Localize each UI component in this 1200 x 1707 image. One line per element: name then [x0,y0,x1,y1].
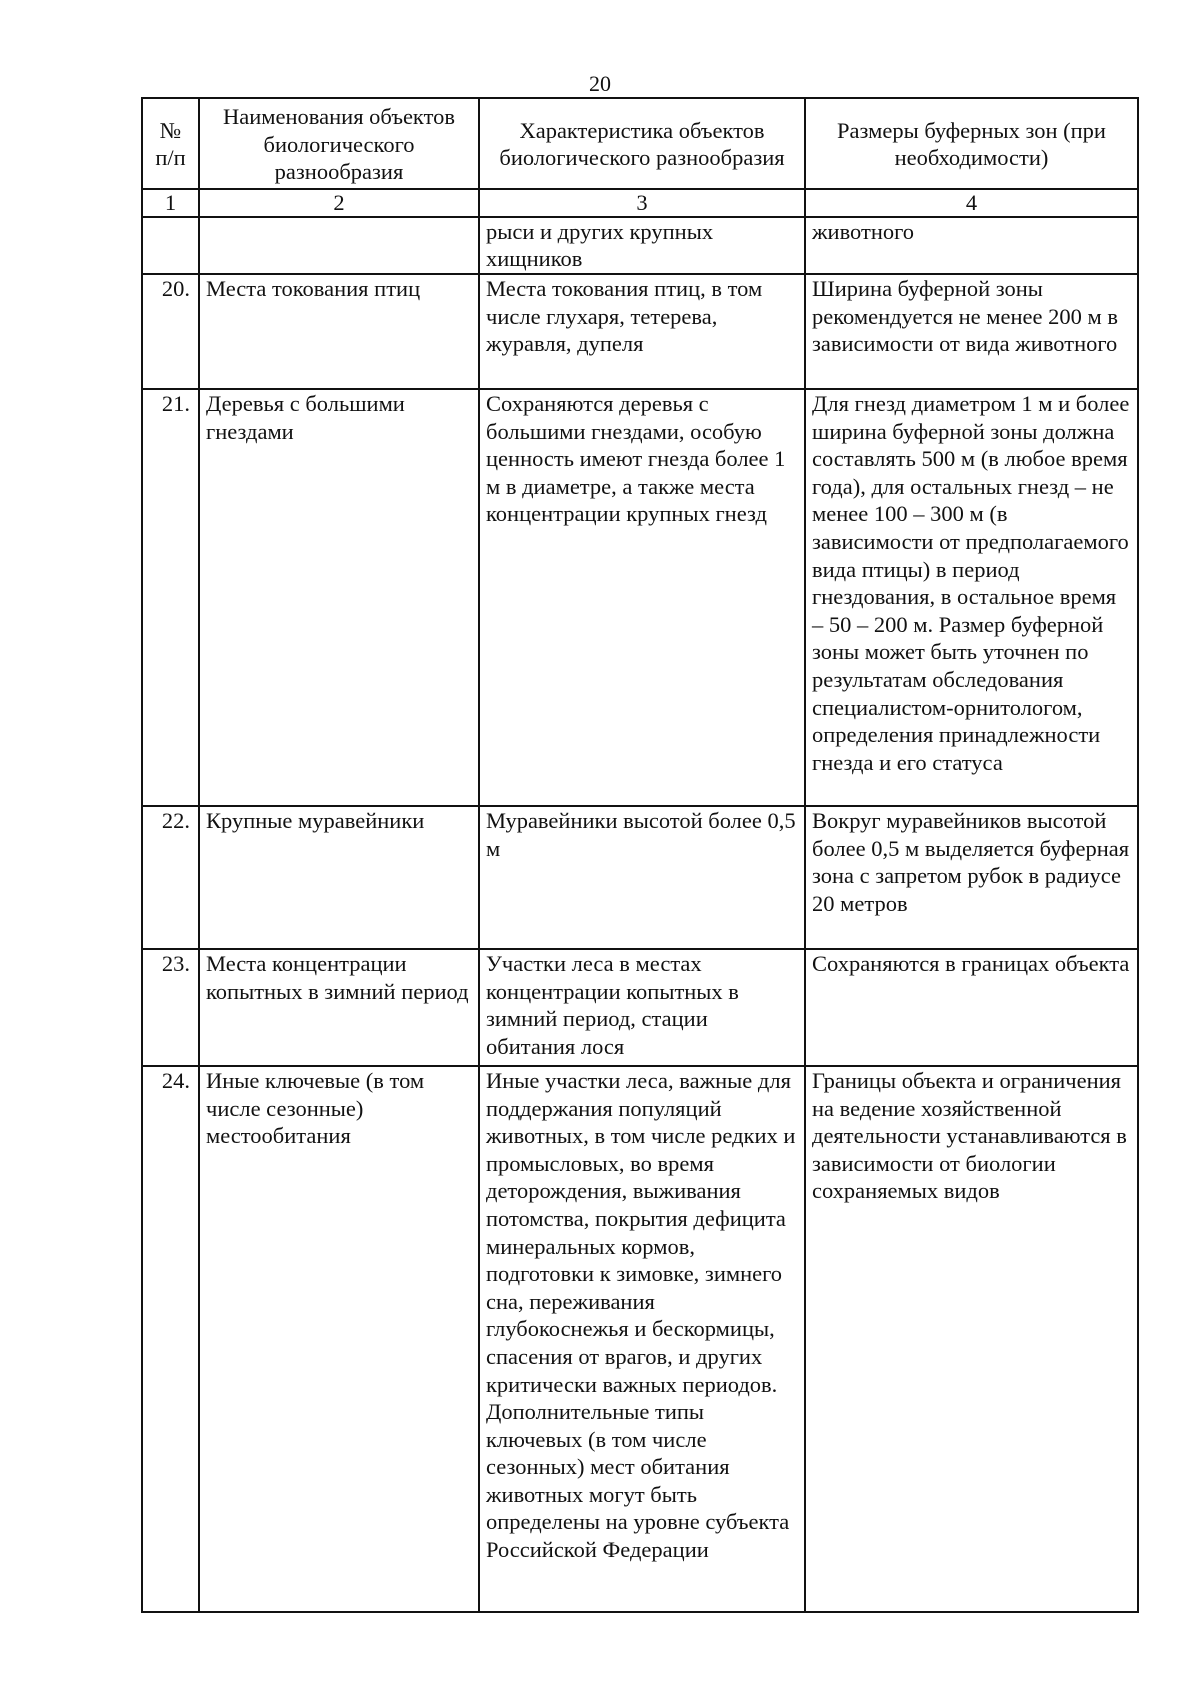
object-name: Места токования птиц [199,274,479,389]
object-name: Деревья с большими гнездами [199,389,479,806]
table-row [142,389,1138,806]
column-number: 4 [805,189,1138,217]
object-characteristic: рыси и других крупных хищников [479,217,805,274]
header-object-name: Наименования объектов биологического разнообразия [199,98,479,189]
object-name: Иные ключевые (в том числе сезонные) местообитания [199,1066,479,1612]
column-number: 1 [142,189,199,217]
row-number: 22. [142,806,199,949]
object-name: Места концентрации копытных в зимний период [199,949,479,1066]
row-number: 20. [142,274,199,389]
column-number: 2 [199,189,479,217]
buffer-zone-size: Вокруг муравейников высотой более 0,5 м выделяется буферная зона с запретом рубок в радиусе 20 метров [805,806,1138,949]
table-row [142,1066,1138,1612]
object-characteristic: Участки леса в местах концентрации копытных в зимний период, стации обитания лося [479,949,805,1066]
buffer-zone-size: животного [805,217,1138,274]
object-name: Крупные муравейники [199,806,479,949]
object-characteristic: Места токования птиц, в том числе глухаря, тетерева, журавля, дупеля [479,274,805,389]
row-number: 23. [142,949,199,1066]
table-row [142,949,1138,1066]
buffer-zone-size: Ширина буферной зоны рекомендуется не менее 200 м в зависимости от вида животного [805,274,1138,389]
header-number: № п/п [142,98,199,189]
row-number: 21. [142,389,199,806]
table-row [142,274,1138,389]
buffer-zone-size: Границы объекта и ограничения на ведение хозяйственной деятельности устанавливаются в зависимости от биологии сохраняемых видов [805,1066,1138,1612]
table-row [142,217,1138,274]
header-buffer-size: Размеры буферных зон (при необходимости) [805,98,1138,189]
row-number: 24. [142,1066,199,1612]
buffer-zone-size: Сохраняются в границах объекта [805,949,1138,1066]
object-name [199,217,479,274]
object-characteristic: Сохраняются деревья с большими гнездами, особую ценность имеют гнезда более 1 м в диаметре, а также места концентрации крупных гнезд [479,389,805,806]
page-number: 20 [589,71,611,96]
column-number: 3 [479,189,805,217]
column-number-row [142,189,1138,217]
table-header-row [142,98,1138,189]
buffer-zone-size: Для гнезд диаметром 1 м и более ширина буферной зоны должна составлять 500 м (в любое время года), для остальных гнезд – не менее 100 – 300 м (в зависимости от предполагаемого вида птицы) в период гнездования, в остальное время – 50 – 200 м. Размер буферной зоны может быть уточнен по результатам обследования специалистом-орнитологом, определения принадлежности гнезда и его статуса [805,389,1138,806]
table-row [142,806,1138,949]
object-characteristic: Муравейники высотой более 0,5 м [479,806,805,949]
row-number [142,217,199,274]
header-characteristic: Характеристика объектов биологического разнообразия [479,98,805,189]
object-characteristic: Иные участки леса, важные для поддержания популяций животных, в том числе редких и промысловых, во время деторождения, выживания потомства, покрытия дефицита минеральных кормов, подготовки к зимовке, зимнего сна, переживания глубокоснежья и бескормицы, спасения от врагов, и других критически важных периодов. Дополнительные типы ключевых (в том числе сезонных) мест обитания животных могут быть определены на уровне субъекта Российской Федерации [479,1066,805,1612]
biodiversity-table [141,97,1139,1613]
